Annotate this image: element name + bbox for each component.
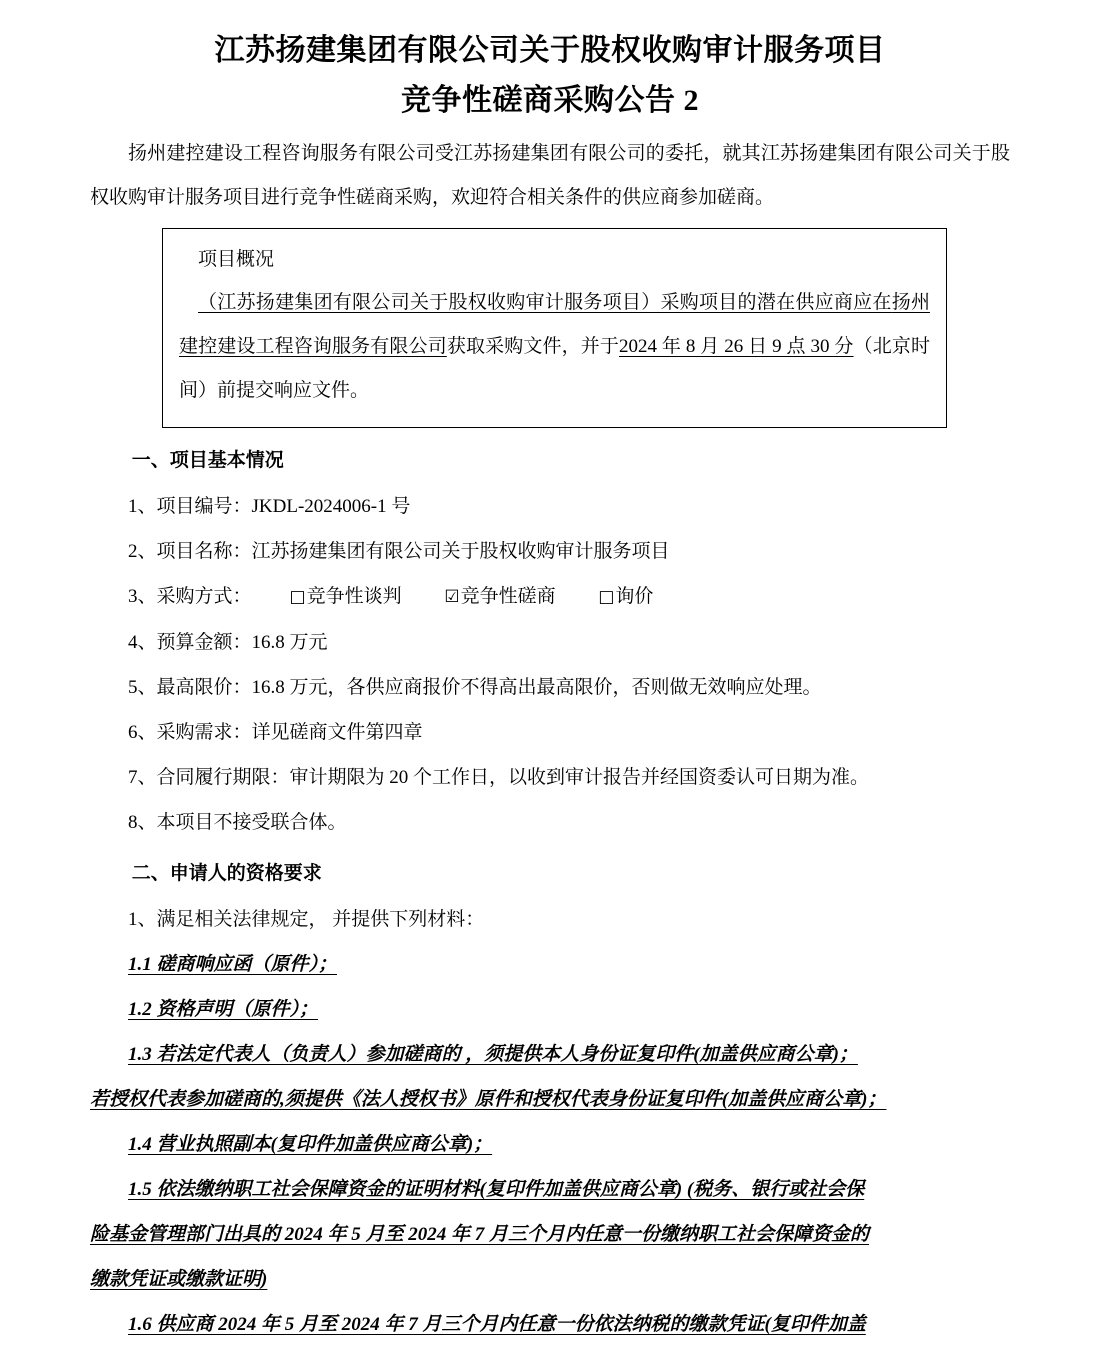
checkbox-competitive-consultation[interactable]: ☑ [444, 587, 460, 607]
section-1-heading: 一、项目基本情况 [131, 450, 284, 471]
overview-segment-2: 采购项目的潜在供应商应在 [660, 292, 892, 313]
qualification-item-1-3: 1.3 若法定代表人（负责人）参加磋商的 ，须提供本人身份证复印件(加盖供应商公章)； [128, 1044, 858, 1065]
section-1-item-7: 7、合同履行期限：审计期限为 20 个工作日，以收到审计报告并经国资委认可日期为准。 [128, 767, 870, 788]
section-2-lead: 1、满足相关法律规定， 并提供下列材料： [128, 909, 485, 930]
section-1-item-6: 6、采购需求：详见磋商文件第四章 [128, 722, 423, 743]
option-label-competitive-negotiation: 竞争性谈判 [306, 586, 402, 607]
qualification-item-1-4: 1.4 营业执照副本(复印件加盖供应商公章)； [128, 1134, 493, 1155]
section-1-item-2: 2、项目名称：江苏扬建集团有限公司关于股权收购审计服务项目 [128, 541, 670, 562]
overview-segment-4: 获取采购文件，并于 [446, 336, 619, 357]
option-label-inquiry: 询价 [615, 586, 654, 607]
qualification-item-1-5-continued-2: 缴款凭证或缴款证明) [90, 1269, 268, 1290]
checkbox-competitive-negotiation[interactable]: □ [289, 587, 306, 607]
section-2-heading: 二、申请人的资格要求 [131, 863, 322, 884]
intro-paragraph: 扬州建控建设工程咨询服务有限公司受江苏扬建集团有限公司的委托，就其江苏扬建集团有限公司关于股权收购审计服务项目进行竞争性磋商采购，欢迎符合相关条件的供应商参加磋商。 [90, 143, 1010, 208]
overview-segment-3: 扬州建控建设工程咨询服务有限公司 [179, 292, 930, 357]
section-1-item-8: 8、本项目不接受联合体。 [128, 812, 347, 833]
qualification-item-1-3-continued: 若授权代表参加磋商的,须提供《法人授权书》原件和授权代表身份证复印件(加盖供应商公章)； [90, 1089, 887, 1110]
section-1-item-5: 5、最高限价：16.8 万元，各供应商报价不得高出最高限价，否则做无效响应处理。 [128, 677, 822, 698]
option-label-competitive-consultation: 竞争性磋商 [460, 586, 556, 607]
overview-heading: 项目概况 [198, 249, 275, 270]
checkbox-inquiry[interactable]: □ [598, 587, 615, 607]
overview-body [179, 281, 930, 413]
title-line-1: 江苏扬建集团有限公司关于股权收购审计服务项目 [214, 34, 886, 67]
qualification-item-1-2: 1.2 资格声明（原件）； [128, 999, 319, 1020]
qualification-item-1-6: 1.6 供应商 2024 年 5 月至 2024 年 7 月三个月内任意一份依法纳税的缴款凭证(复印件加盖 [128, 1314, 866, 1335]
section-1-item-1: 1、项目编号：JKDL-2024006-1 号 [128, 496, 411, 517]
overview-segment-5: 2024 年 8 月 26 日 9 点 30 分 [619, 336, 854, 357]
page-title [90, 26, 1010, 126]
purchase-method-label: 3、采购方式： [128, 586, 252, 607]
overview-segment-1: （江苏扬建集团有限公司关于股权收购审计服务项目） [198, 292, 661, 313]
section-1-item-3-purchase-method [90, 574, 1010, 620]
qualification-item-1-1: 1.1 磋商响应函（原件）； [128, 954, 338, 975]
qualification-item-1-5: 1.5 依法缴纳职工社会保障资金的证明材料(复印件加盖供应商公章) (税务、银行或社会保 [128, 1179, 865, 1200]
qualification-item-1-5-continued-1: 险基金管理部门出具的 2024 年 5 月至 2024 年 7 月三个月内任意一份缴纳职工社会保障资金的 [90, 1224, 870, 1245]
overview-segment-6: （北京时间）前提交响应文件。 [179, 336, 930, 401]
project-overview-box [162, 228, 947, 428]
section-1-item-4: 4、预算金额：16.8 万元 [128, 632, 328, 653]
title-line-2: 竞争性磋商采购公告 2 [401, 84, 699, 117]
